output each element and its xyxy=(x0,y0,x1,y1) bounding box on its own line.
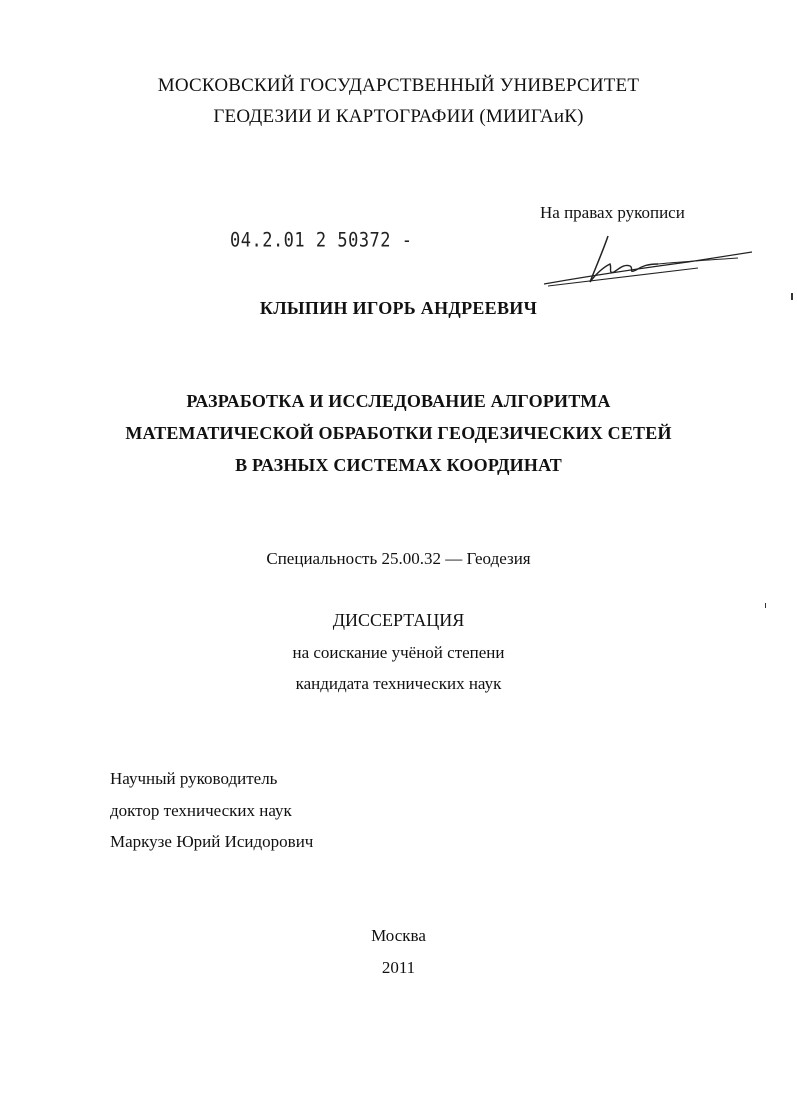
title-line-2: МАТЕМАТИЧЕСКОЙ ОБРАБОТКИ ГЕОДЕЗИЧЕСКИХ СЕТЕЙ xyxy=(125,423,672,443)
dissertation-degree-line-2: кандидата технических наук xyxy=(295,674,502,693)
year: 2011 xyxy=(381,958,416,977)
supervisor-role: Научный руководитель xyxy=(110,769,278,788)
title-line-1: РАЗРАБОТКА И ИССЛЕДОВАНИЕ АЛГОРИТМА xyxy=(186,391,611,411)
author-signature xyxy=(538,234,754,290)
scan-mark xyxy=(765,603,766,608)
university-name-line-2: ГЕОДЕЗИИ И КАРТОГРАФИИ (МИИГАиК) xyxy=(213,106,584,127)
city: Москва xyxy=(371,926,426,945)
registration-stamp: 04.2.01 2 50372 - xyxy=(230,229,413,252)
dissertation-heading: ДИССЕРТАЦИЯ xyxy=(332,610,465,630)
supervisor-degree: доктор технических наук xyxy=(110,801,292,820)
dissertation-degree-line-1: на соискание учёной степени xyxy=(292,643,505,662)
university-name-line-1: МОСКОВСКИЙ ГОСУДАРСТВЕННЫЙ УНИВЕРСИТЕТ xyxy=(157,75,640,96)
manuscript-note: На правах рукописи xyxy=(540,203,685,222)
author-name: КЛЫПИН ИГОРЬ АНДРЕЕВИЧ xyxy=(259,298,538,318)
title-line-3: В РАЗНЫХ СИСТЕМАХ КООРДИНАТ xyxy=(235,455,562,475)
specialty: Специальность 25.00.32 — Геодезия xyxy=(266,549,531,568)
supervisor-name: Маркузе Юрий Исидорович xyxy=(110,832,314,851)
scan-mark xyxy=(791,293,793,300)
